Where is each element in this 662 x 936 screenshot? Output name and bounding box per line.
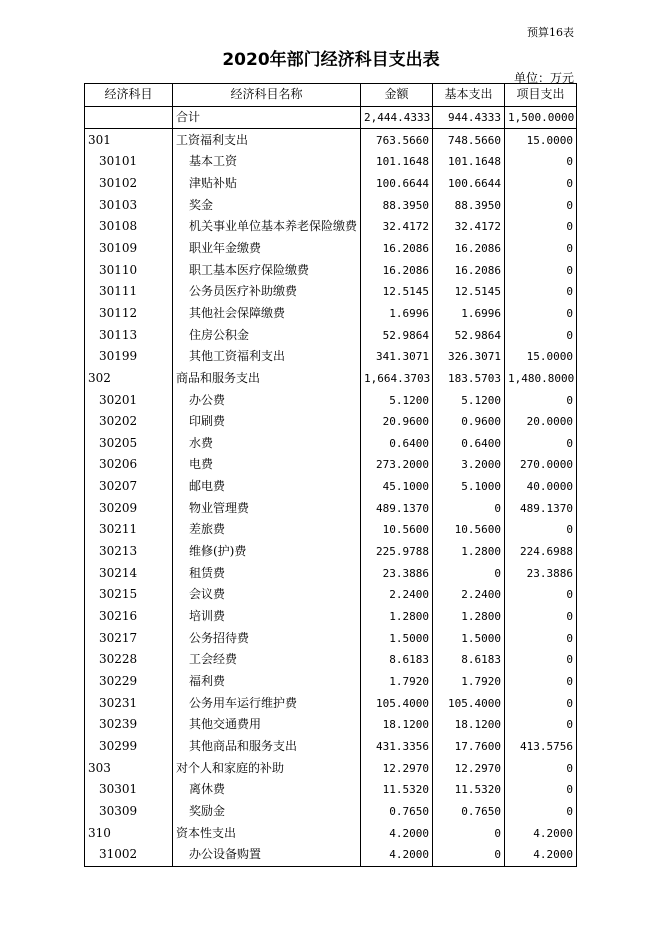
row-name: 奖金: [173, 194, 361, 216]
table-row: [85, 649, 577, 671]
row-amount: 16.2086: [361, 259, 433, 281]
expenditure-table: [84, 83, 577, 867]
row-amount: 2.2400: [361, 584, 433, 606]
row-name: 办公设备购置: [173, 844, 361, 866]
row-basic: 1.2800: [433, 541, 505, 563]
row-code: 30239: [85, 714, 173, 736]
row-basic: 0.9600: [433, 411, 505, 433]
row-project: 0: [505, 692, 577, 714]
row-code: 30205: [85, 433, 173, 455]
row-project: 0: [505, 173, 577, 195]
row-name: 资本性支出: [173, 822, 361, 844]
row-code: 30101: [85, 151, 173, 173]
row-code: 30111: [85, 281, 173, 303]
row-amount: 0.6400: [361, 433, 433, 455]
row-name: 培训费: [173, 606, 361, 628]
row-project: 0: [505, 757, 577, 779]
row-amount: 45.1000: [361, 476, 433, 498]
row-name: 住房公积金: [173, 324, 361, 346]
row-name: 机关事业单位基本养老保险缴费: [173, 216, 361, 238]
table-row: [85, 627, 577, 649]
row-basic: 105.4000: [433, 692, 505, 714]
table-row: [85, 454, 577, 476]
row-name: 维修(护)费: [173, 541, 361, 563]
table-row: [85, 433, 577, 455]
row-basic: 1.6996: [433, 303, 505, 325]
row-basic: 1.2800: [433, 606, 505, 628]
row-basic: 183.5703: [433, 368, 505, 390]
row-name: 商品和服务支出: [173, 368, 361, 390]
total-name: 合计: [173, 106, 361, 129]
table-row: [85, 519, 577, 541]
row-amount: 100.6644: [361, 173, 433, 195]
row-name: 其他商品和服务支出: [173, 736, 361, 758]
row-code: 302: [85, 368, 173, 390]
table-row: [85, 671, 577, 693]
row-basic: 52.9864: [433, 324, 505, 346]
row-basic: 88.3950: [433, 194, 505, 216]
header-code: 经济科目: [85, 84, 173, 107]
row-name: 其他工资福利支出: [173, 346, 361, 368]
row-amount: 18.1200: [361, 714, 433, 736]
row-amount: 12.2970: [361, 757, 433, 779]
row-basic: 2.2400: [433, 584, 505, 606]
row-basic: 10.5600: [433, 519, 505, 541]
row-project: 0: [505, 801, 577, 823]
row-project: 0: [505, 606, 577, 628]
row-basic: 0.7650: [433, 801, 505, 823]
row-name: 公务员医疗补助缴费: [173, 281, 361, 303]
total-row: [85, 106, 577, 129]
row-basic: 17.7600: [433, 736, 505, 758]
table-row: [85, 736, 577, 758]
row-project: 4.2000: [505, 822, 577, 844]
row-amount: 105.4000: [361, 692, 433, 714]
row-basic: 3.2000: [433, 454, 505, 476]
header-name: 经济科目名称: [173, 84, 361, 107]
header-basic: 基本支出: [433, 84, 505, 107]
row-code: 30211: [85, 519, 173, 541]
row-code: 303: [85, 757, 173, 779]
table-row: [85, 151, 577, 173]
row-project: 15.0000: [505, 129, 577, 151]
row-project: 0: [505, 259, 577, 281]
table-row: [85, 714, 577, 736]
row-project: 0: [505, 519, 577, 541]
row-name: 津贴补贴: [173, 173, 361, 195]
row-amount: 20.9600: [361, 411, 433, 433]
row-basic: 0.6400: [433, 433, 505, 455]
row-amount: 4.2000: [361, 822, 433, 844]
table-row: [85, 844, 577, 866]
row-code: 30207: [85, 476, 173, 498]
table-row: [85, 303, 577, 325]
row-project: 0: [505, 303, 577, 325]
row-code: 30102: [85, 173, 173, 195]
row-project: 0: [505, 238, 577, 260]
row-project: 413.5756: [505, 736, 577, 758]
row-basic: 326.3071: [433, 346, 505, 368]
table-row: [85, 324, 577, 346]
row-basic: 12.2970: [433, 757, 505, 779]
row-amount: 1.6996: [361, 303, 433, 325]
row-name: 租赁费: [173, 562, 361, 584]
row-amount: 12.5145: [361, 281, 433, 303]
table-row: [85, 411, 577, 433]
row-code: 30199: [85, 346, 173, 368]
row-amount: 0.7650: [361, 801, 433, 823]
total-project: 1,500.0000: [505, 106, 577, 129]
row-basic: 1.7920: [433, 671, 505, 693]
row-code: 30301: [85, 779, 173, 801]
row-name: 邮电费: [173, 476, 361, 498]
row-name: 水费: [173, 433, 361, 455]
unit-label: 单位：万元: [513, 71, 574, 85]
category-row: [85, 129, 577, 151]
row-name: 对个人和家庭的补助: [173, 757, 361, 779]
row-name: 公务招待费: [173, 627, 361, 649]
row-name: 印刷费: [173, 411, 361, 433]
row-name: 职业年金缴费: [173, 238, 361, 260]
table-row: [85, 606, 577, 628]
row-basic: 0: [433, 844, 505, 866]
row-amount: 11.5320: [361, 779, 433, 801]
row-basic: 0: [433, 497, 505, 519]
row-basic: 0: [433, 822, 505, 844]
row-name: 福利费: [173, 671, 361, 693]
row-code: 30216: [85, 606, 173, 628]
total-code: [85, 106, 173, 129]
row-code: 30202: [85, 411, 173, 433]
row-amount: 431.3356: [361, 736, 433, 758]
row-name: 奖励金: [173, 801, 361, 823]
row-name: 办公费: [173, 389, 361, 411]
row-project: 0: [505, 281, 577, 303]
row-project: 0: [505, 649, 577, 671]
row-code: 301: [85, 129, 173, 151]
row-amount: 23.3886: [361, 562, 433, 584]
row-amount: 489.1370: [361, 497, 433, 519]
table-row: [85, 801, 577, 823]
row-amount: 4.2000: [361, 844, 433, 866]
row-code: 30215: [85, 584, 173, 606]
row-project: 20.0000: [505, 411, 577, 433]
row-name: 工会经费: [173, 649, 361, 671]
row-project: 23.3886: [505, 562, 577, 584]
table-row: [85, 173, 577, 195]
row-basic: 100.6644: [433, 173, 505, 195]
row-project: 0: [505, 433, 577, 455]
row-amount: 1.7920: [361, 671, 433, 693]
row-code: 30209: [85, 497, 173, 519]
row-basic: 101.1648: [433, 151, 505, 173]
table-row: [85, 389, 577, 411]
table-row: [85, 497, 577, 519]
row-name: 会议费: [173, 584, 361, 606]
category-row: [85, 368, 577, 390]
row-project: 15.0000: [505, 346, 577, 368]
row-basic: 5.1200: [433, 389, 505, 411]
total-amount: 2,444.4333: [361, 106, 433, 129]
row-project: 0: [505, 194, 577, 216]
row-code: 30109: [85, 238, 173, 260]
header-project: 项目支出: [505, 84, 577, 107]
row-code: 30103: [85, 194, 173, 216]
row-project: 1,480.8000: [505, 368, 577, 390]
row-amount: 32.4172: [361, 216, 433, 238]
category-row: [85, 822, 577, 844]
row-name: 其他交通费用: [173, 714, 361, 736]
row-project: 0: [505, 216, 577, 238]
row-amount: 341.3071: [361, 346, 433, 368]
row-code: 30229: [85, 671, 173, 693]
table-row: [85, 281, 577, 303]
row-code: 31002: [85, 844, 173, 866]
row-project: 0: [505, 779, 577, 801]
row-project: 0: [505, 714, 577, 736]
row-basic: 32.4172: [433, 216, 505, 238]
row-project: 0: [505, 151, 577, 173]
row-amount: 5.1200: [361, 389, 433, 411]
row-amount: 10.5600: [361, 519, 433, 541]
row-code: 30228: [85, 649, 173, 671]
row-basic: 16.2086: [433, 238, 505, 260]
row-project: 0: [505, 627, 577, 649]
row-amount: 763.5660: [361, 129, 433, 151]
table-row: [85, 541, 577, 563]
row-code: 30217: [85, 627, 173, 649]
page-title: 2020年部门经济科目支出表: [222, 50, 440, 70]
row-code: 30108: [85, 216, 173, 238]
form-number: 预算16表: [527, 26, 574, 39]
row-basic: 12.5145: [433, 281, 505, 303]
row-project: 0: [505, 671, 577, 693]
table-row: [85, 346, 577, 368]
row-basic: 5.1000: [433, 476, 505, 498]
row-code: 30113: [85, 324, 173, 346]
row-project: 0: [505, 389, 577, 411]
row-basic: 18.1200: [433, 714, 505, 736]
row-code: 30112: [85, 303, 173, 325]
row-amount: 101.1648: [361, 151, 433, 173]
table-row: [85, 194, 577, 216]
row-amount: 1.5000: [361, 627, 433, 649]
row-project: 224.6988: [505, 541, 577, 563]
row-code: 310: [85, 822, 173, 844]
row-amount: 52.9864: [361, 324, 433, 346]
row-code: 30309: [85, 801, 173, 823]
row-project: 270.0000: [505, 454, 577, 476]
row-basic: 11.5320: [433, 779, 505, 801]
row-code: 30206: [85, 454, 173, 476]
row-name: 电费: [173, 454, 361, 476]
table-row: [85, 692, 577, 714]
table-header-row: [85, 84, 577, 107]
header-amount: 金额: [361, 84, 433, 107]
table-row: [85, 779, 577, 801]
row-name: 离休费: [173, 779, 361, 801]
row-code: 30231: [85, 692, 173, 714]
row-code: 30110: [85, 259, 173, 281]
row-code: 30201: [85, 389, 173, 411]
row-amount: 8.6183: [361, 649, 433, 671]
row-project: 4.2000: [505, 844, 577, 866]
table-row: [85, 259, 577, 281]
row-amount: 88.3950: [361, 194, 433, 216]
row-amount: 225.9788: [361, 541, 433, 563]
row-name: 工资福利支出: [173, 129, 361, 151]
row-amount: 273.2000: [361, 454, 433, 476]
category-row: [85, 757, 577, 779]
table-row: [85, 562, 577, 584]
row-code: 30213: [85, 541, 173, 563]
row-amount: 1.2800: [361, 606, 433, 628]
row-basic: 1.5000: [433, 627, 505, 649]
row-project: 0: [505, 324, 577, 346]
row-project: 489.1370: [505, 497, 577, 519]
row-basic: 16.2086: [433, 259, 505, 281]
row-name: 物业管理费: [173, 497, 361, 519]
row-code: 30214: [85, 562, 173, 584]
row-code: 30299: [85, 736, 173, 758]
row-amount: 1,664.3703: [361, 368, 433, 390]
row-name: 差旅费: [173, 519, 361, 541]
table-row: [85, 476, 577, 498]
row-basic: 748.5660: [433, 129, 505, 151]
row-name: 职工基本医疗保险缴费: [173, 259, 361, 281]
row-project: 40.0000: [505, 476, 577, 498]
row-name: 基本工资: [173, 151, 361, 173]
row-basic: 0: [433, 562, 505, 584]
row-amount: 16.2086: [361, 238, 433, 260]
total-basic: 944.4333: [433, 106, 505, 129]
table-row: [85, 238, 577, 260]
table-row: [85, 584, 577, 606]
row-name: 其他社会保障缴费: [173, 303, 361, 325]
row-project: 0: [505, 584, 577, 606]
row-name: 公务用车运行维护费: [173, 692, 361, 714]
table-row: [85, 216, 577, 238]
row-basic: 8.6183: [433, 649, 505, 671]
